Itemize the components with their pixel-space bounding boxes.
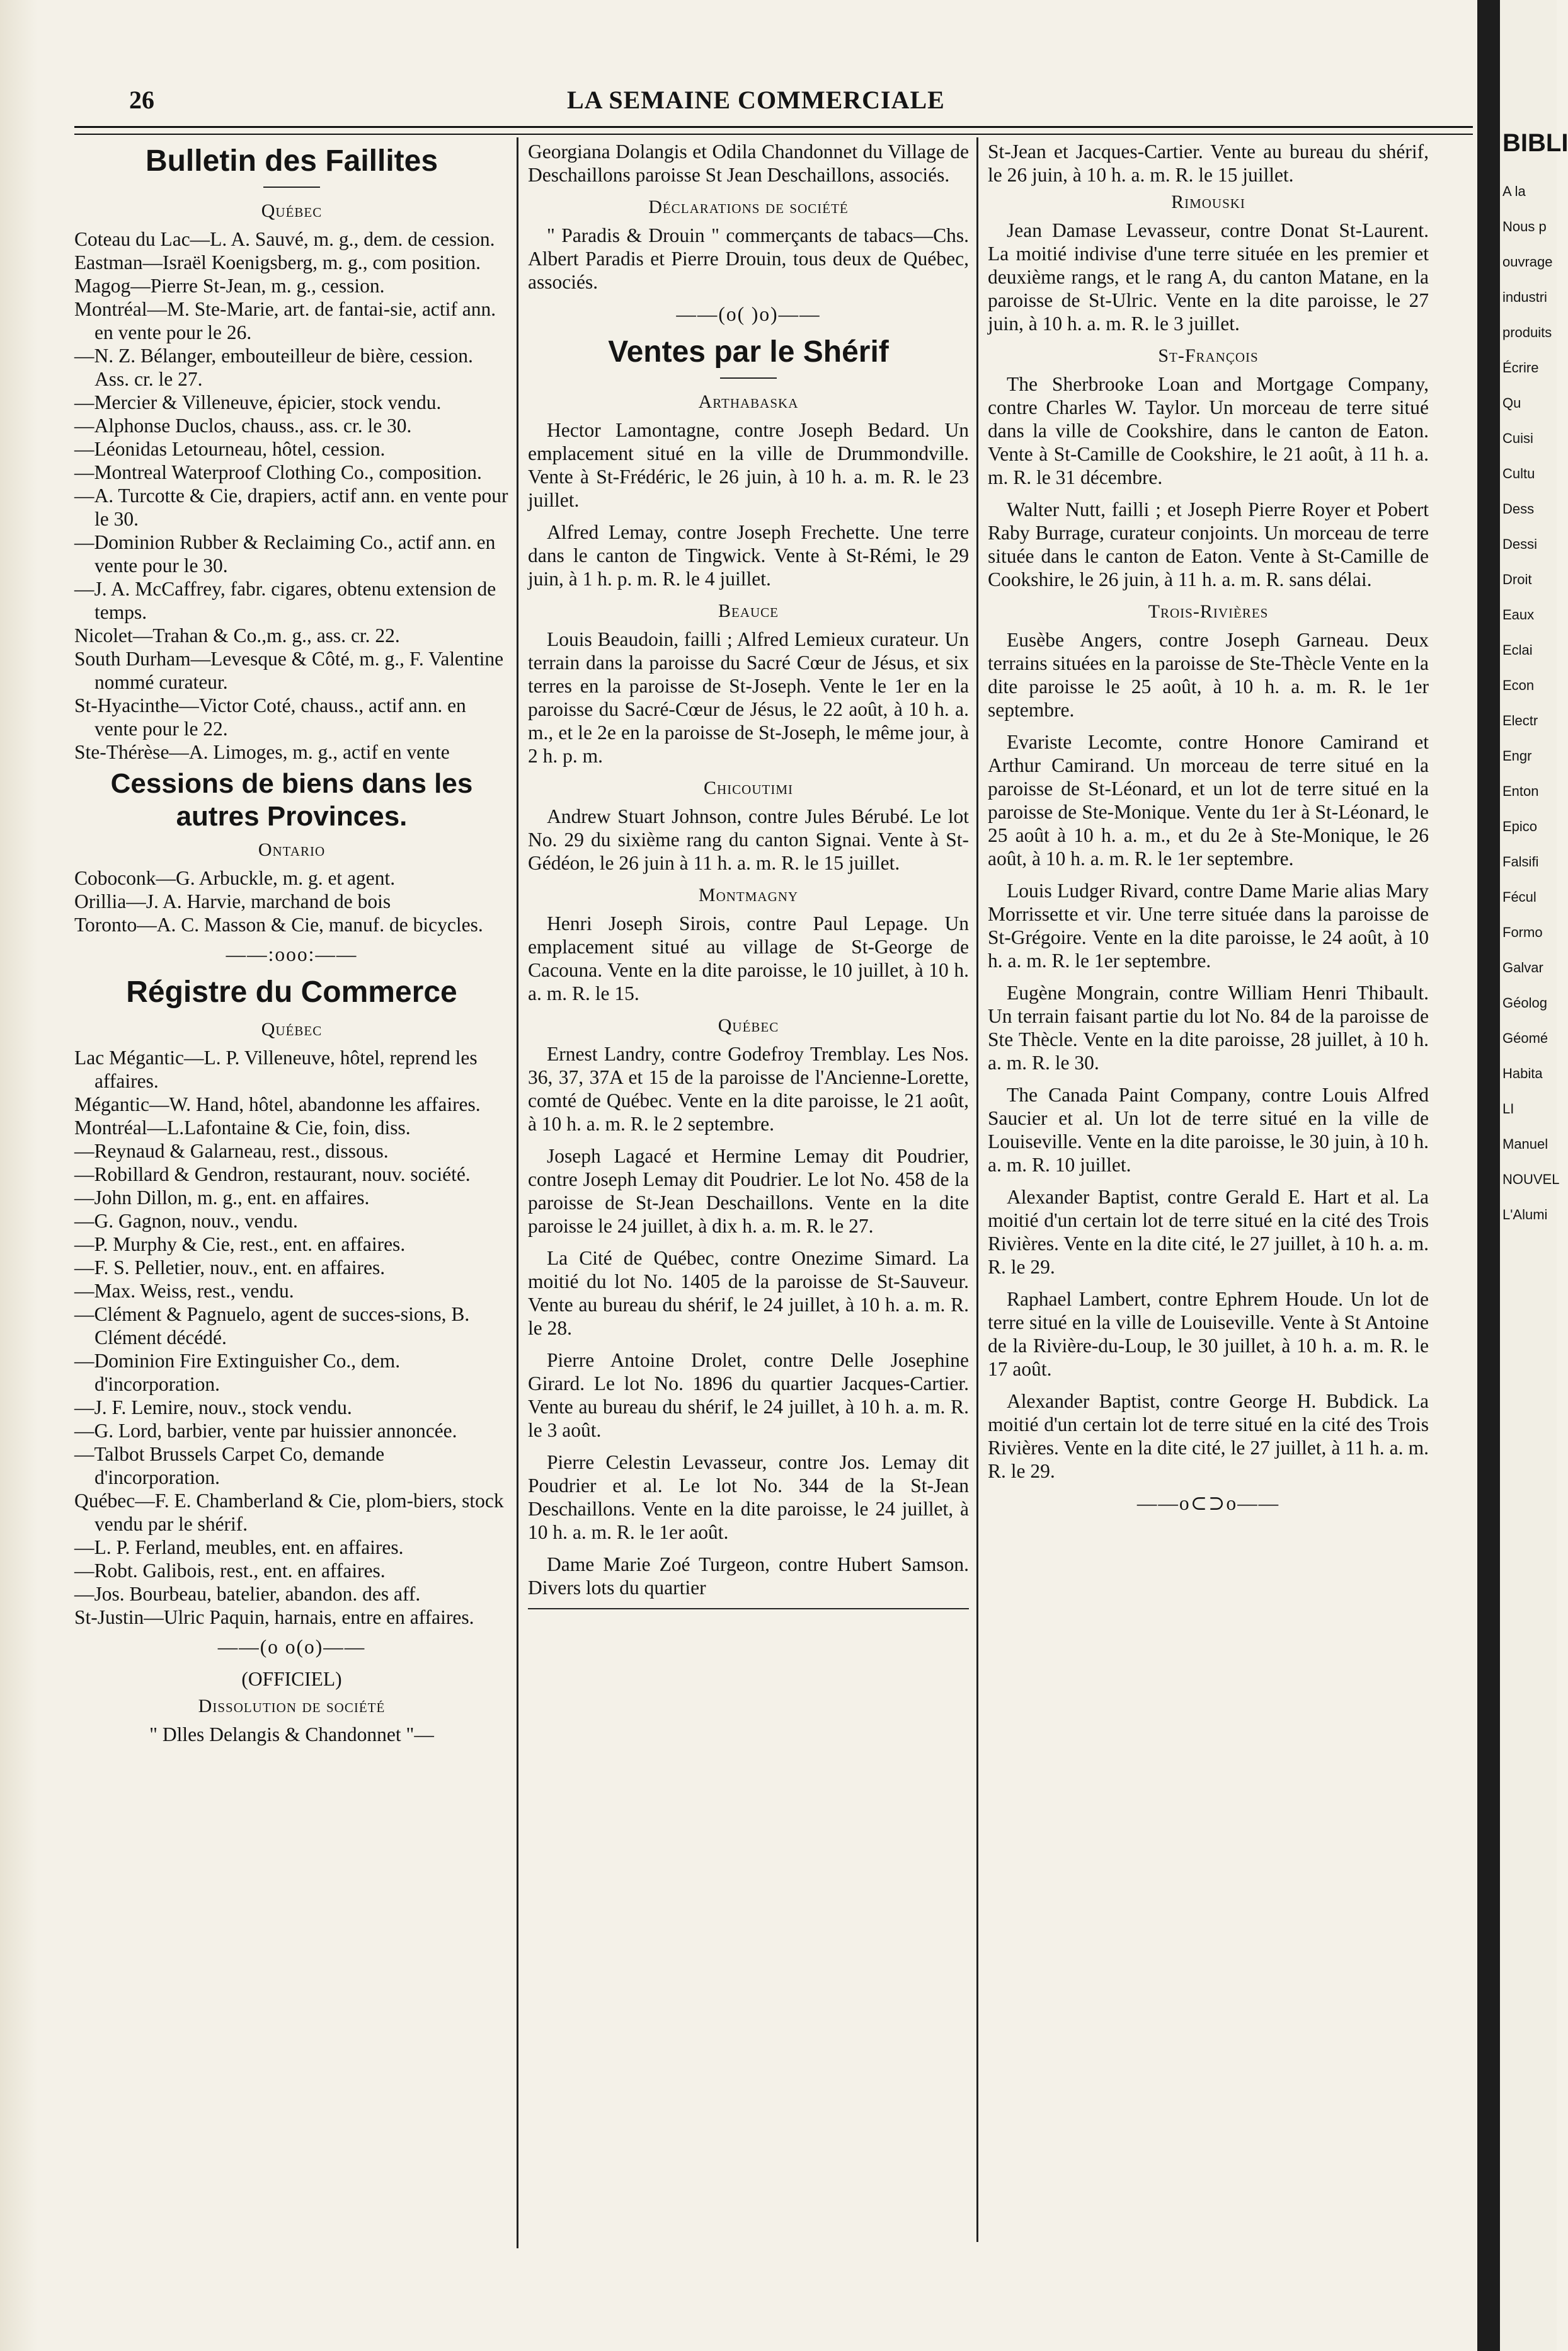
list-entry: St-Hyacinthe—Victor Coté, chauss., actif ann. en vente pour le 22. <box>74 694 466 740</box>
list-entry: —N. Z. Bélanger, embouteilleur de bière, cession. Ass. cr. le 27. <box>74 345 473 390</box>
adjacent-line: Fécul <box>1502 889 1537 905</box>
sale-entry: Pierre Antoine Drolet, contre Delle Josephine Girard. Le lot No. 1896 du quartier Jacques-Cartier. Vente au bureau du shérif, le 24 juillet, à 10 h. a. m. R. le 3 août. <box>528 1349 969 1441</box>
list-entry: —Jos. Bourbeau, batelier, abandon. des aff. <box>74 1583 421 1605</box>
column-divider-2 <box>976 137 978 2242</box>
ornament-divider: ——(o( )o)—— <box>676 303 821 325</box>
page-title: LA SEMAINE COMMERCIALE <box>567 86 945 114</box>
adjacent-line: Epico <box>1502 819 1538 834</box>
sale-entry: Alfred Lemay, contre Joseph Frechette. Une terre dans le canton de Tingwick. Vente à St-Rémi, le 29 juin, à 1 h. p. m. R. le 4 juillet. <box>528 521 969 590</box>
list-entry: Eastman—Israël Koenigsberg, m. g., com position. <box>74 251 481 273</box>
list-entry: —Robt. Galibois, rest., ent. en affaires. <box>74 1560 386 1582</box>
sale-entry: Eusèbe Angers, contre Joseph Garneau. Deux terrains situées en la paroisse de Ste-Thècle Vente en la dite paroisse le 25 août, à 10 h. a. m. R. le 1er septembre. <box>988 629 1429 721</box>
list-entry: —F. S. Pelletier, nouv., ent. en affaires. <box>74 1256 386 1279</box>
sale-entry: Evariste Lecomte, contre Honore Camirand et Arthur Camirand. Un morceau de terre situé en la paroisse de St-Léonard, et un lot de terre situé en la paroisse de Ste-Monique. Vente du 1er à St-Léonard, le 25 août à 10 h. a. m., et du 2e à Ste-Monique, le 26 août, à 10 h. a. m. R. le 1er septembre. <box>988 731 1429 870</box>
adjacent-line: Electr <box>1502 713 1538 728</box>
dissolution-text: " Dlles Delangis & Chandonnet "— <box>149 1723 434 1745</box>
adjacent-line: industri <box>1502 289 1547 305</box>
list-entry: —J. F. Lemire, nouv., stock vendu. <box>74 1396 352 1418</box>
adjacent-line: ouvrage <box>1502 254 1553 270</box>
adjacent-line: Habita <box>1502 1066 1543 1081</box>
list-entry: —G. Lord, barbier, vente par huissier annoncée. <box>74 1420 457 1442</box>
list-entry: —Talbot Brussels Carpet Co, demande d'incorporation. <box>74 1443 385 1488</box>
list-entry: Montréal—L.Lafontaine & Cie, foin, diss. <box>74 1117 411 1139</box>
adjacent-line: Qu <box>1502 395 1521 411</box>
list-entry: Coboconk—G. Arbuckle, m. g. et agent. <box>74 867 396 889</box>
adjacent-line: Géolog <box>1502 995 1547 1011</box>
page-number: 26 <box>129 86 154 114</box>
adjacent-line: Formo <box>1502 924 1543 940</box>
sale-entry: The Canada Paint Company, contre Louis Alfred Saucier et al. Un lot de terre situé en la ville de Louiseville. Vente en la dite paroisse, le 30 juin, à 10 h. a. m. R. 10 juillet. <box>988 1084 1429 1176</box>
sale-entry: Alexander Baptist, contre George H. Bubdick. La moitié d'un certain lot de terre situé en la cité des Trois Rivières. Vente en la dite cité, le 27 juillet, à 11 h. a. m. R. le 29. <box>988 1390 1429 1482</box>
sale-entry: Henri Joseph Sirois, contre Paul Lepage. Un emplacement situé au village de St-George de Cacouna. Vente en la dite paroisse, le 10 juillet, à 10 h. a. m. R. le 15. <box>528 912 969 1004</box>
adjacent-heading: BIBLI <box>1502 129 1568 157</box>
adjacent-line: LI <box>1502 1101 1514 1117</box>
list-entry: —Léonidas Letourneau, hôtel, cession. <box>74 438 386 460</box>
sale-entry: Alexander Baptist, contre Gerald E. Hart et al. La moitié d'un certain lot de terre situé en la cité des Trois Rivières. Vente en la dite cité, le 27 juillet, à 10 h. a. m. R. le 29. <box>988 1186 1429 1278</box>
column-2 <box>528 140 969 2263</box>
list-entry: Toronto—A. C. Masson & Cie, manuf. de bicycles. <box>74 914 483 936</box>
region-heading: Québec <box>261 1019 323 1040</box>
adjacent-line: Dess <box>1502 501 1535 517</box>
adjacent-page-content <box>1502 126 1568 2079</box>
region-heading: Ontario <box>258 839 326 860</box>
adjacent-line: Eclai <box>1502 642 1533 658</box>
sale-entry: Jean Damase Levasseur, contre Donat St-Laurent. La moitié indivise d'une terre située en les premier et deuxième rangs, et le rang A, du canton Matane, en la paroisse de St-Ulric. Vente en la dite paroisse, le 27 juin, à 10 h. a. m. R. le 3 juillet. <box>988 219 1429 335</box>
sale-entry: Andrew Stuart Johnson, contre Jules Bérubé. Le lot No. 29 du sixième rang du canton Signai. Vente à St-Gédéon, le 26 juin à 11 h. a. m. R. le 15 juillet. <box>528 805 969 874</box>
ornament-divider: ——(o o(o)—— <box>217 1636 366 1658</box>
list-entry: —Robillard & Gendron, restaurant, nouv. société. <box>74 1163 471 1185</box>
dissolution-heading: Dissolution de société <box>198 1696 386 1716</box>
list-entry: —L. P. Ferland, meubles, ent. en affaires. <box>74 1536 404 1558</box>
section-heading: Arthabaska <box>698 391 799 412</box>
declarations-heading: Déclarations de société <box>648 197 849 217</box>
list-entry: —Mercier & Villeneuve, épicier, stock vendu. <box>74 391 442 413</box>
list-entry: Québec—F. E. Chamberland & Cie, plom-biers, stock vendu par le shérif. <box>74 1490 504 1535</box>
list-entry: —P. Murphy & Cie, rest., ent. en affaires. <box>74 1233 406 1255</box>
ventes-title: Ventes par le Shérif <box>608 335 889 369</box>
list-entry: —Reynaud & Galarneau, rest., dissous. <box>74 1140 389 1162</box>
list-entry: —Montreal Waterproof Clothing Co., composition. <box>74 461 482 483</box>
ventes-sections <box>988 190 1429 1483</box>
registre-title: Régistre du Commerce <box>126 975 457 1009</box>
list-entry: —Dominion Rubber & Reclaiming Co., actif ann. en vente pour le 30. <box>74 531 496 577</box>
list-entry: Magog—Pierre St-Jean, m. g., cession. <box>74 275 385 297</box>
list-entry: Coteau du Lac—L. A. Sauvé, m. g., dem. de cession. <box>74 228 495 250</box>
adjacent-line: Engr <box>1502 748 1532 764</box>
adjacent-line: Econ <box>1502 677 1535 693</box>
officiel-label: (OFFICIEL) <box>241 1668 342 1690</box>
adjacent-lines <box>1502 183 1560 1241</box>
ventes-sections <box>528 390 969 1599</box>
region-heading: Québec <box>261 200 323 221</box>
sale-entry: Walter Nutt, failli ; et Joseph Pierre Royer et Pobert Raby Burrage, curateur conjoints. Un morceau de terre située dans le canton de Eaton. Vente à St-Camille de Cookshire, le 26 juin, à 11 h. a. m. R. sans délai. <box>988 498 1429 590</box>
adjacent-line: Géomé <box>1502 1030 1548 1046</box>
sale-entry: Louis Beaudoin, failli ; Alfred Lemieux curateur. Un terrain dans la paroisse du Sacré Cœur de Jésus, et six terres en la paroisse de St-Joseph. Vente le 1er en la paroisse du Sacré-Cœur de Jésus, le 22 août, à 10 h. a. m., et le 2e en la paroisse de St-Joseph, le même jour, à 2 h. p. m. <box>528 628 969 767</box>
section-heading: Rimouski <box>1171 192 1245 212</box>
column-bottom-rule <box>528 1608 969 1609</box>
list-entry: Orillia—J. A. Harvie, marchand de bois <box>74 890 391 912</box>
list-entry: —Dominion Fire Extinguisher Co., dem. d'incorporation. <box>74 1350 401 1395</box>
adjacent-line: A la <box>1502 183 1526 199</box>
list-entry: Montréal—M. Ste-Marie, art. de fantai-sie, actif ann. en vente pour le 26. <box>74 298 496 343</box>
sale-entry: Raphael Lambert, contre Ephrem Houde. Un lot de terre situé en la ville de Louiseville. Vente à St Antoine de la Rivière-du-Loup, le 30 juillet, à 10 h. a. m. R. le 17 août. <box>988 1288 1429 1380</box>
list-entry: —J. A. McCaffrey, fabr. cigares, obtenu extension de temps. <box>74 578 496 623</box>
sale-entry: Dame Marie Zoé Turgeon, contre Hubert Samson. Divers lots du quartier <box>528 1553 969 1599</box>
list-entry: —G. Gagnon, nouv., vendu. <box>74 1210 298 1232</box>
sale-entry: La Cité de Québec, contre Onezime Simard. La moitié du lot No. 1405 de la paroisse de St-Sauveur. Vente au bureau du shérif, le 24 juillet, à 10 h. a. m. R. le 28. <box>528 1247 969 1339</box>
list-entry: Ste-Thérèse—A. Limoges, m. g., actif en vente <box>74 741 450 763</box>
list-entry: —A. Turcotte & Cie, drapiers, actif ann. en vente pour le 30. <box>74 485 508 530</box>
section-heading: Beauce <box>718 601 779 621</box>
sale-entry: Ernest Landry, contre Godefroy Tremblay. Les Nos. 36, 37, 37A et 15 de la paroisse de l'Ancienne-Lorette, comté de Québec. Vente en la dite paroisse, le 21 août, à 10 h. a. m. R. le 2 septembre. <box>528 1043 969 1135</box>
title-dash <box>720 377 777 379</box>
adjacent-line: Manuel <box>1502 1136 1548 1152</box>
continued-entry: St-Jean et Jacques-Cartier. Vente au bureau du shérif, le 26 juin, à 10 h. a. m. R. le 15 juillet. <box>988 141 1429 186</box>
adjacent-line: Cultu <box>1502 466 1535 481</box>
cessions-title: Cessions de biens dans les autres Provinces. <box>110 768 473 832</box>
list-entry: Nicolet—Trahan & Co.,m. g., ass. cr. 22. <box>74 624 400 647</box>
section-heading: Montmagny <box>698 885 799 905</box>
column-3 <box>988 140 1429 1514</box>
sale-entry: Eugène Mongrain, contre William Henri Thibault. Un terrain faisant partie du lot No. 84 de la paroisse de Ste Thècle. Vente en la dite paroisse, 28 juillet, à 10 h. a. m. R. le 30. <box>988 982 1429 1074</box>
sale-entry: Joseph Lagacé et Hermine Lemay dit Poudrier, contre Joseph Lemay dit Poudrier. Le lot No. 458 de la paroisse de St-Jean Deschaillons. Vente en la dite paroisse le 24 juillet, à dix h. a. m. R. le 27. <box>528 1145 969 1237</box>
dissolution-continued: Georgiana Dolangis et Odila Chandonnet du Village de Deschaillons paroisse St Jean Deschaillons, associés. <box>528 141 969 186</box>
sale-entry: Hector Lamontagne, contre Joseph Bedard. Un emplacement situé en la ville de Drummondville. Vente à St-Frédéric, le 26 juin, à 10 h. a. m. R. le 23 juillet. <box>528 419 969 511</box>
list-entry: St-Justin—Ulric Paquin, harnais, entre en affaires. <box>74 1606 474 1628</box>
adjacent-line: Falsifi <box>1502 854 1539 870</box>
section-heading: St-François <box>1158 345 1259 366</box>
list-entry: —Alphonse Duclos, chauss., ass. cr. le 30. <box>74 415 412 437</box>
ornament-divider: ——:ooo:—— <box>226 943 358 965</box>
adjacent-line: Enton <box>1502 783 1539 799</box>
adjacent-line: Nous p <box>1502 219 1547 234</box>
declaration-text: " Paradis & Drouin " commerçants de tabacs—Chs. Albert Paradis et Pierre Drouin, tous deux de Québec, associés. <box>528 224 969 293</box>
column-1 <box>74 140 509 2219</box>
adjacent-line: Dessi <box>1502 536 1538 552</box>
list-entry: Lac Mégantic—L. P. Villeneuve, hôtel, reprend les affaires. <box>74 1047 478 1092</box>
sale-entry: Louis Ludger Rivard, contre Dame Marie alias Mary Morrissette et vir. Une terre située dans la paroisse de St-Grégoire. Vente en la dite paroisse, le 24 août, à 10 h. a. m. R. le 1er septembre. <box>988 880 1429 972</box>
list-entry: —John Dillon, m. g., ent. en affaires. <box>74 1187 370 1209</box>
adjacent-line: Écrire <box>1502 360 1539 376</box>
adjacent-line: L'Alumi <box>1502 1207 1548 1222</box>
column-divider-1 <box>517 137 518 2248</box>
section-heading: Québec <box>718 1015 779 1036</box>
list-entry: South Durham—Levesque & Côté, m. g., F. Valentine nommé curateur. <box>74 648 504 693</box>
list-entry: Mégantic—W. Hand, hôtel, abandonne les affaires. <box>74 1093 481 1115</box>
sale-entry: The Sherbrooke Loan and Mortgage Company, contre Charles W. Taylor. Un morceau de terre situé dans la ville de Cookshire, dans le canton de Eaton. Vente à St-Camille de Cookshire, le 21 août, à 11 h. a. m. R. le 31 décembre. <box>988 373 1429 488</box>
adjacent-line: Droit <box>1502 572 1532 587</box>
cessions-list <box>74 866 509 936</box>
adjacent-line: Cuisi <box>1502 430 1533 446</box>
section-heading: Trois-Rivières <box>1148 601 1269 622</box>
title-dash <box>263 187 320 188</box>
faillites-list <box>74 227 509 764</box>
list-entry: —Clément & Pagnuelo, agent de succes-sions, B. Clément décédé. <box>74 1303 470 1348</box>
adjacent-line: Eaux <box>1502 607 1535 623</box>
adjacent-line: Galvar <box>1502 960 1543 975</box>
section-heading: Chicoutimi <box>704 778 793 798</box>
adjacent-line: produits <box>1502 325 1552 340</box>
ornament-divider: ——o⊂⊃o—— <box>1136 1492 1280 1514</box>
header-rule <box>74 126 1473 135</box>
sale-entry: Pierre Celestin Levasseur, contre Jos. Lemay dit Poudrier et al. Le lot No. 344 de la St-Jean Deschaillons. Vente en la dite paroisse, le 24 juillet, à 10 h. a. m. R. le 1er août. <box>528 1451 969 1543</box>
scan-left-edge <box>0 0 38 2351</box>
list-entry: —Max. Weiss, rest., vendu. <box>74 1280 294 1302</box>
faillites-title: Bulletin des Faillites <box>145 144 438 178</box>
adjacent-line: NOUVEL <box>1502 1171 1560 1187</box>
registre-list <box>74 1046 509 1629</box>
